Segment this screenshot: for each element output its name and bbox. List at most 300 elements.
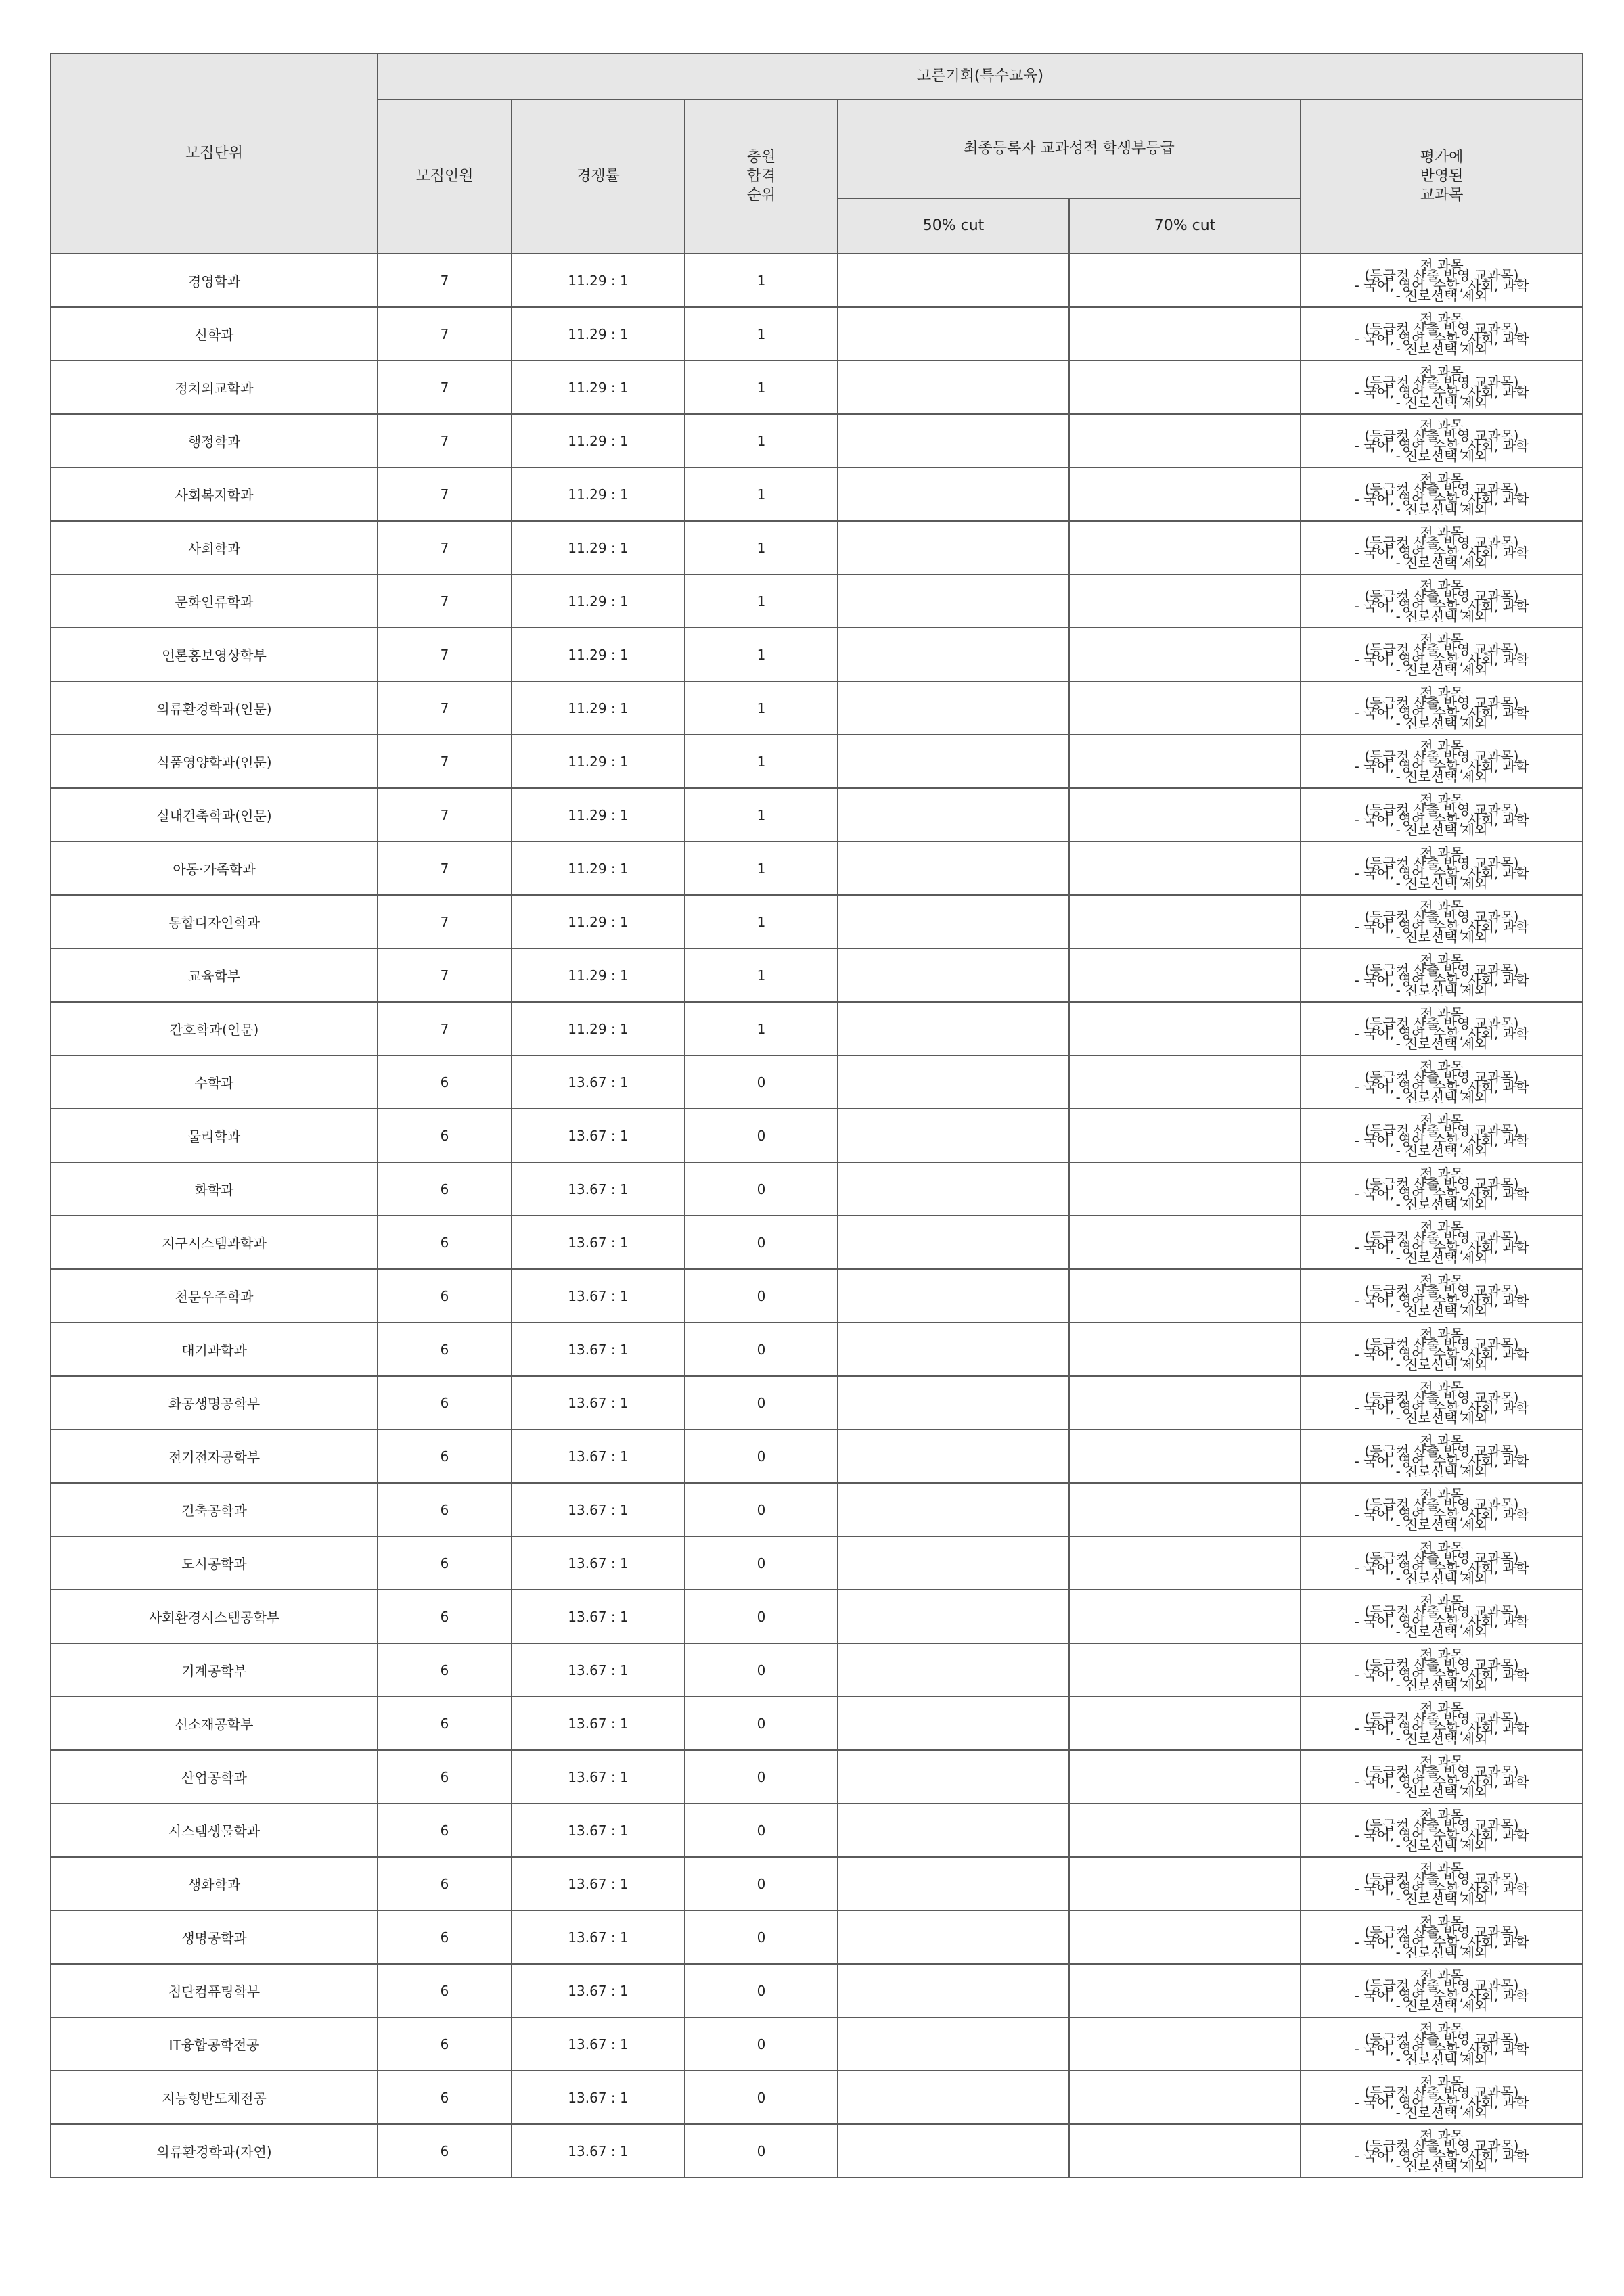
cut50-cell [838,414,1069,467]
cut50-cell [838,788,1069,842]
subjects-cell: 전 과목 (등급컷 산출 반영 교과목) - 국어, 영어, 수학, 사회, 과학 - 진로선택 제외 [1301,2017,1583,2071]
unit-cell: 교육학부 [51,948,378,1002]
waitlist-rank-cell: 1 [685,1002,838,1055]
table-row [51,1697,1583,1750]
waitlist-rank-cell: 0 [685,1109,838,1162]
cut70-cell [1069,628,1301,681]
table-row [51,788,1583,842]
table-row [51,1964,1583,2017]
unit-cell: IT융합공학전공 [51,2017,378,2071]
table-row [51,1323,1583,1376]
rate-cell: 13.67 : 1 [512,1216,685,1269]
unit-cell: 전기전자공학부 [51,1429,378,1483]
cut70-cell [1069,361,1301,414]
quota-cell: 7 [378,681,512,735]
subjects-cell: 전 과목 (등급컷 산출 반영 교과목) - 국어, 영어, 수학, 사회, 과학 - 진로선택 제외 [1301,1590,1583,1643]
cut50-cell [838,307,1069,361]
rate-cell: 13.67 : 1 [512,1269,685,1323]
waitlist-rank-cell: 0 [685,1590,838,1643]
quota-cell: 6 [378,2017,512,2071]
table-header [51,53,1583,254]
table-row [51,1162,1583,1216]
unit-cell: 문화인류학과 [51,574,378,628]
table-row [51,948,1583,1002]
cut70-cell [1069,1590,1301,1643]
table-row [51,2071,1583,2124]
subjects-cell: 전 과목 (등급컷 산출 반영 교과목) - 국어, 영어, 수학, 사회, 과학 - 진로선택 제외 [1301,1323,1583,1376]
rate-cell: 11.29 : 1 [512,361,685,414]
subjects-cell: 전 과목 (등급컷 산출 반영 교과목) - 국어, 영어, 수학, 사회, 과학 - 진로선택 제외 [1301,2124,1583,2178]
cut50-cell [838,1750,1069,1804]
table-row [51,1804,1583,1857]
unit-cell: 생화학과 [51,1857,378,1910]
cut50-cell [838,574,1069,628]
cut70-cell [1069,1804,1301,1857]
table-row [51,414,1583,467]
table-row [51,1483,1583,1536]
rate-cell: 13.67 : 1 [512,1376,685,1429]
table-row [51,1910,1583,1964]
subjects-cell: 전 과목 (등급컷 산출 반영 교과목) - 국어, 영어, 수학, 사회, 과학 - 진로선택 제외 [1301,1002,1583,1055]
rate-cell: 13.67 : 1 [512,2071,685,2124]
unit-cell: 아동·가족학과 [51,842,378,895]
subjects-cell: 전 과목 (등급컷 산출 반영 교과목) - 국어, 영어, 수학, 사회, 과학 - 진로선택 제외 [1301,1536,1583,1590]
quota-cell: 7 [378,467,512,521]
waitlist-rank-cell: 0 [685,1910,838,1964]
rate-cell: 13.67 : 1 [512,1857,685,1910]
cut50-cell [838,1857,1069,1910]
cut70-cell [1069,521,1301,574]
cut70-cell [1069,1429,1301,1483]
cut50-cell [838,1697,1069,1750]
quota-cell: 6 [378,1590,512,1643]
rate-cell: 13.67 : 1 [512,1429,685,1483]
waitlist-rank-cell: 1 [685,467,838,521]
subjects-cell: 전 과목 (등급컷 산출 반영 교과목) - 국어, 영어, 수학, 사회, 과학 - 진로선택 제외 [1301,1162,1583,1216]
unit-cell: 지능형반도체전공 [51,2071,378,2124]
rate-cell: 13.67 : 1 [512,1643,685,1697]
quota-cell: 6 [378,1376,512,1429]
header-quota: 모집인원 [378,99,512,254]
unit-cell: 지구시스템과학과 [51,1216,378,1269]
cut70-cell [1069,1323,1301,1376]
subjects-cell: 전 과목 (등급컷 산출 반영 교과목) - 국어, 영어, 수학, 사회, 과학 - 진로선택 제외 [1301,2071,1583,2124]
subjects-cell: 전 과목 (등급컷 산출 반영 교과목) - 국어, 영어, 수학, 사회, 과학 - 진로선택 제외 [1301,681,1583,735]
waitlist-rank-cell: 0 [685,1429,838,1483]
quota-cell: 6 [378,1804,512,1857]
unit-cell: 간호학과(인문) [51,1002,378,1055]
subjects-cell: 전 과목 (등급컷 산출 반영 교과목) - 국어, 영어, 수학, 사회, 과학 - 진로선택 제외 [1301,1964,1583,2017]
table-row [51,2124,1583,2178]
quota-cell: 6 [378,1055,512,1109]
cut70-cell [1069,681,1301,735]
waitlist-rank-cell: 1 [685,307,838,361]
table-body [51,254,1583,2178]
rate-cell: 13.67 : 1 [512,2124,685,2178]
quota-cell: 7 [378,735,512,788]
subjects-cell: 전 과목 (등급컷 산출 반영 교과목) - 국어, 영어, 수학, 사회, 과학 - 진로선택 제외 [1301,467,1583,521]
cut50-cell [838,735,1069,788]
rate-cell: 11.29 : 1 [512,1002,685,1055]
unit-cell: 기계공학부 [51,1643,378,1697]
unit-cell: 의류환경학과(인문) [51,681,378,735]
waitlist-rank-cell: 0 [685,2071,838,2124]
rate-cell: 13.67 : 1 [512,1323,685,1376]
quota-cell: 6 [378,1162,512,1216]
header-subjects: 평가에 반영된 교과목 [1301,99,1583,254]
quota-cell: 7 [378,521,512,574]
header-group: 고른기회(특수교육) [378,53,1583,99]
subjects-cell: 전 과목 (등급컷 산출 반영 교과목) - 국어, 영어, 수학, 사회, 과학 - 진로선택 제외 [1301,1750,1583,1804]
waitlist-rank-cell: 0 [685,1162,838,1216]
unit-cell: 사회복지학과 [51,467,378,521]
cut50-cell [838,1002,1069,1055]
cut70-cell [1069,842,1301,895]
rate-cell: 13.67 : 1 [512,1590,685,1643]
waitlist-rank-cell: 1 [685,414,838,467]
cut70-cell [1069,1002,1301,1055]
table-row [51,467,1583,521]
cut50-cell [838,1376,1069,1429]
unit-cell: 생명공학과 [51,1910,378,1964]
quota-cell: 7 [378,307,512,361]
unit-cell: 통합디자인학과 [51,895,378,948]
quota-cell: 6 [378,1643,512,1697]
table-row [51,842,1583,895]
unit-cell: 사회학과 [51,521,378,574]
subjects-cell: 전 과목 (등급컷 산출 반영 교과목) - 국어, 영어, 수학, 사회, 과학 - 진로선택 제외 [1301,1376,1583,1429]
subjects-cell: 전 과목 (등급컷 산출 반영 교과목) - 국어, 영어, 수학, 사회, 과학 - 진로선택 제외 [1301,1483,1583,1536]
table-row [51,1857,1583,1910]
quota-cell: 7 [378,361,512,414]
table-row [51,735,1583,788]
cut50-cell [838,1643,1069,1697]
waitlist-rank-cell: 0 [685,1536,838,1590]
waitlist-rank-cell: 1 [685,788,838,842]
rate-cell: 13.67 : 1 [512,1536,685,1590]
waitlist-rank-cell: 0 [685,2124,838,2178]
quota-cell: 6 [378,1216,512,1269]
cut50-cell [838,361,1069,414]
waitlist-rank-cell: 0 [685,1376,838,1429]
cut70-cell [1069,1536,1301,1590]
cut70-cell [1069,1055,1301,1109]
table-row [51,521,1583,574]
unit-cell: 첨단컴퓨팅학부 [51,1964,378,2017]
cut70-cell [1069,414,1301,467]
waitlist-rank-cell: 0 [685,1697,838,1750]
waitlist-rank-cell: 1 [685,895,838,948]
quota-cell: 7 [378,842,512,895]
waitlist-rank-cell: 0 [685,2017,838,2071]
quota-cell: 7 [378,414,512,467]
subjects-cell: 전 과목 (등급컷 산출 반영 교과목) - 국어, 영어, 수학, 사회, 과학 - 진로선택 제외 [1301,628,1583,681]
cut70-cell [1069,1216,1301,1269]
subjects-cell: 전 과목 (등급컷 산출 반영 교과목) - 국어, 영어, 수학, 사회, 과학 - 진로선택 제외 [1301,948,1583,1002]
table-row [51,1590,1583,1643]
subjects-cell: 전 과목 (등급컷 산출 반영 교과목) - 국어, 영어, 수학, 사회, 과학 - 진로선택 제외 [1301,1910,1583,1964]
cut50-cell [838,1269,1069,1323]
waitlist-rank-cell: 1 [685,521,838,574]
cut70-cell [1069,1750,1301,1804]
rate-cell: 13.67 : 1 [512,2017,685,2071]
unit-cell: 행정학과 [51,414,378,467]
rate-cell: 11.29 : 1 [512,895,685,948]
subjects-cell: 전 과목 (등급컷 산출 반영 교과목) - 국어, 영어, 수학, 사회, 과학 - 진로선택 제외 [1301,842,1583,895]
quota-cell: 6 [378,1964,512,2017]
cut50-cell [838,842,1069,895]
cut70-cell [1069,948,1301,1002]
quota-cell: 7 [378,574,512,628]
cut50-cell [838,628,1069,681]
waitlist-rank-cell: 0 [685,1323,838,1376]
table-row [51,681,1583,735]
quota-cell: 6 [378,1269,512,1323]
table-row [51,1376,1583,1429]
waitlist-rank-cell: 1 [685,254,838,307]
table-row [51,574,1583,628]
table-row [51,254,1583,307]
waitlist-rank-cell: 0 [685,1055,838,1109]
cut70-cell [1069,788,1301,842]
cut70-cell [1069,2017,1301,2071]
waitlist-rank-cell: 1 [685,735,838,788]
rate-cell: 11.29 : 1 [512,948,685,1002]
cut70-cell [1069,307,1301,361]
header-waitlist-rank: 충원 합격 순위 [685,99,838,254]
waitlist-rank-cell: 0 [685,1216,838,1269]
admission-results-table [50,53,1583,2178]
unit-cell: 의류환경학과(자연) [51,2124,378,2178]
quota-cell: 6 [378,1429,512,1483]
header-unit: 모집단위 [51,53,378,254]
quota-cell: 6 [378,1910,512,1964]
rate-cell: 11.29 : 1 [512,467,685,521]
cut50-cell [838,1323,1069,1376]
unit-cell: 실내건축학과(인문) [51,788,378,842]
waitlist-rank-cell: 0 [685,1269,838,1323]
subjects-cell: 전 과목 (등급컷 산출 반영 교과목) - 국어, 영어, 수학, 사회, 과학 - 진로선택 제외 [1301,254,1583,307]
quota-cell: 6 [378,1536,512,1590]
cut50-cell [838,1216,1069,1269]
rate-cell: 13.67 : 1 [512,1109,685,1162]
table-row [51,1643,1583,1697]
cut50-cell [838,1483,1069,1536]
subjects-cell: 전 과목 (등급컷 산출 반영 교과목) - 국어, 영어, 수학, 사회, 과학 - 진로선택 제외 [1301,574,1583,628]
cut50-cell [838,467,1069,521]
quota-cell: 6 [378,1109,512,1162]
quota-cell: 7 [378,788,512,842]
cut70-cell [1069,254,1301,307]
cut50-cell [838,1429,1069,1483]
unit-cell: 정치외교학과 [51,361,378,414]
cut50-cell [838,521,1069,574]
table-row [51,1002,1583,1055]
quota-cell: 6 [378,1857,512,1910]
subjects-cell: 전 과목 (등급컷 산출 반영 교과목) - 국어, 영어, 수학, 사회, 과학 - 진로선택 제외 [1301,1216,1583,1269]
table-row [51,361,1583,414]
waitlist-rank-cell: 0 [685,1643,838,1697]
waitlist-rank-cell: 1 [685,681,838,735]
subjects-cell: 전 과목 (등급컷 산출 반영 교과목) - 국어, 영어, 수학, 사회, 과학 - 진로선택 제외 [1301,1109,1583,1162]
cut70-cell [1069,467,1301,521]
cut50-cell [838,2071,1069,2124]
table-row [51,628,1583,681]
table-row [51,1109,1583,1162]
rate-cell: 11.29 : 1 [512,735,685,788]
quota-cell: 6 [378,1323,512,1376]
rate-cell: 13.67 : 1 [512,1804,685,1857]
waitlist-rank-cell: 0 [685,1804,838,1857]
table-row [51,2017,1583,2071]
header-grade: 최종등록자 교과성적 학생부등급 [838,99,1301,198]
cut50-cell [838,254,1069,307]
table-row [51,1536,1583,1590]
unit-cell: 화공생명공학부 [51,1376,378,1429]
cut50-cell [838,1910,1069,1964]
quota-cell: 6 [378,1697,512,1750]
subjects-cell: 전 과목 (등급컷 산출 반영 교과목) - 국어, 영어, 수학, 사회, 과학 - 진로선택 제외 [1301,1429,1583,1483]
subjects-cell: 전 과목 (등급컷 산출 반영 교과목) - 국어, 영어, 수학, 사회, 과학 - 진로선택 제외 [1301,1857,1583,1910]
rate-cell: 13.67 : 1 [512,1162,685,1216]
cut50-cell [838,1590,1069,1643]
header-cut70: 70% cut [1069,198,1301,254]
waitlist-rank-cell: 0 [685,1750,838,1804]
cut70-cell [1069,1697,1301,1750]
rate-cell: 13.67 : 1 [512,1697,685,1750]
table-row [51,307,1583,361]
rate-cell: 11.29 : 1 [512,842,685,895]
rate-cell: 13.67 : 1 [512,1750,685,1804]
cut50-cell [838,681,1069,735]
cut70-cell [1069,1964,1301,2017]
subjects-cell: 전 과목 (등급컷 산출 반영 교과목) - 국어, 영어, 수학, 사회, 과학 - 진로선택 제외 [1301,1643,1583,1697]
rate-cell: 13.67 : 1 [512,1964,685,2017]
unit-cell: 도시공학과 [51,1536,378,1590]
unit-cell: 언론홍보영상학부 [51,628,378,681]
unit-cell: 화학과 [51,1162,378,1216]
cut50-cell [838,1055,1069,1109]
cut50-cell [838,1162,1069,1216]
quota-cell: 7 [378,254,512,307]
unit-cell: 식품영양학과(인문) [51,735,378,788]
cut50-cell [838,948,1069,1002]
cut50-cell [838,1109,1069,1162]
cut70-cell [1069,2124,1301,2178]
quota-cell: 7 [378,895,512,948]
waitlist-rank-cell: 1 [685,628,838,681]
unit-cell: 신소재공학부 [51,1697,378,1750]
cut50-cell [838,2124,1069,2178]
waitlist-rank-cell: 1 [685,361,838,414]
table-row [51,895,1583,948]
subjects-cell: 전 과목 (등급컷 산출 반영 교과목) - 국어, 영어, 수학, 사회, 과학 - 진로선택 제외 [1301,414,1583,467]
header-rate: 경쟁률 [512,99,685,254]
waitlist-rank-cell: 0 [685,1964,838,2017]
cut70-cell [1069,574,1301,628]
header-cut50: 50% cut [838,198,1069,254]
table-row [51,1269,1583,1323]
rate-cell: 11.29 : 1 [512,574,685,628]
cut50-cell [838,895,1069,948]
cut70-cell [1069,1269,1301,1323]
quota-cell: 6 [378,2071,512,2124]
rate-cell: 11.29 : 1 [512,628,685,681]
unit-cell: 시스템생물학과 [51,1804,378,1857]
waitlist-rank-cell: 1 [685,842,838,895]
quota-cell: 7 [378,948,512,1002]
table-row [51,1750,1583,1804]
unit-cell: 물리학과 [51,1109,378,1162]
cut50-cell [838,1536,1069,1590]
quota-cell: 7 [378,628,512,681]
rate-cell: 11.29 : 1 [512,681,685,735]
quota-cell: 6 [378,1483,512,1536]
table-row [51,1216,1583,1269]
cut50-cell [838,1964,1069,2017]
subjects-cell: 전 과목 (등급컷 산출 반영 교과목) - 국어, 영어, 수학, 사회, 과학 - 진로선택 제외 [1301,1804,1583,1857]
subjects-cell: 전 과목 (등급컷 산출 반영 교과목) - 국어, 영어, 수학, 사회, 과학 - 진로선택 제외 [1301,1697,1583,1750]
cut70-cell [1069,1910,1301,1964]
unit-cell: 산업공학과 [51,1750,378,1804]
subjects-cell: 전 과목 (등급컷 산출 반영 교과목) - 국어, 영어, 수학, 사회, 과학 - 진로선택 제외 [1301,307,1583,361]
cut70-cell [1069,735,1301,788]
unit-cell: 대기과학과 [51,1323,378,1376]
unit-cell: 경영학과 [51,254,378,307]
cut70-cell [1069,1643,1301,1697]
cut50-cell [838,2017,1069,2071]
unit-cell: 건축공학과 [51,1483,378,1536]
subjects-cell: 전 과목 (등급컷 산출 반영 교과목) - 국어, 영어, 수학, 사회, 과학 - 진로선택 제외 [1301,1055,1583,1109]
waitlist-rank-cell: 1 [685,948,838,1002]
subjects-cell: 전 과목 (등급컷 산출 반영 교과목) - 국어, 영어, 수학, 사회, 과학 - 진로선택 제외 [1301,1269,1583,1323]
subjects-cell: 전 과목 (등급컷 산출 반영 교과목) - 국어, 영어, 수학, 사회, 과학 - 진로선택 제외 [1301,788,1583,842]
subjects-cell: 전 과목 (등급컷 산출 반영 교과목) - 국어, 영어, 수학, 사회, 과학 - 진로선택 제외 [1301,735,1583,788]
rate-cell: 13.67 : 1 [512,1910,685,1964]
rate-cell: 11.29 : 1 [512,254,685,307]
rate-cell: 11.29 : 1 [512,521,685,574]
unit-cell: 천문우주학과 [51,1269,378,1323]
subjects-cell: 전 과목 (등급컷 산출 반영 교과목) - 국어, 영어, 수학, 사회, 과학 - 진로선택 제외 [1301,895,1583,948]
quota-cell: 6 [378,1750,512,1804]
rate-cell: 11.29 : 1 [512,788,685,842]
cut70-cell [1069,1857,1301,1910]
quota-cell: 6 [378,2124,512,2178]
subjects-cell: 전 과목 (등급컷 산출 반영 교과목) - 국어, 영어, 수학, 사회, 과학 - 진로선택 제외 [1301,361,1583,414]
cut70-cell [1069,2071,1301,2124]
rate-cell: 11.29 : 1 [512,307,685,361]
cut70-cell [1069,1109,1301,1162]
waitlist-rank-cell: 0 [685,1857,838,1910]
waitlist-rank-cell: 0 [685,1483,838,1536]
cut70-cell [1069,1483,1301,1536]
unit-cell: 신학과 [51,307,378,361]
cut50-cell [838,1804,1069,1857]
unit-cell: 수학과 [51,1055,378,1109]
waitlist-rank-cell: 1 [685,574,838,628]
table-row [51,1429,1583,1483]
rate-cell: 13.67 : 1 [512,1055,685,1109]
rate-cell: 13.67 : 1 [512,1483,685,1536]
quota-cell: 7 [378,1002,512,1055]
cut70-cell [1069,1376,1301,1429]
table-row [51,1055,1583,1109]
rate-cell: 11.29 : 1 [512,414,685,467]
subjects-cell: 전 과목 (등급컷 산출 반영 교과목) - 국어, 영어, 수학, 사회, 과학 - 진로선택 제외 [1301,521,1583,574]
unit-cell: 사회환경시스템공학부 [51,1590,378,1643]
cut70-cell [1069,895,1301,948]
cut70-cell [1069,1162,1301,1216]
